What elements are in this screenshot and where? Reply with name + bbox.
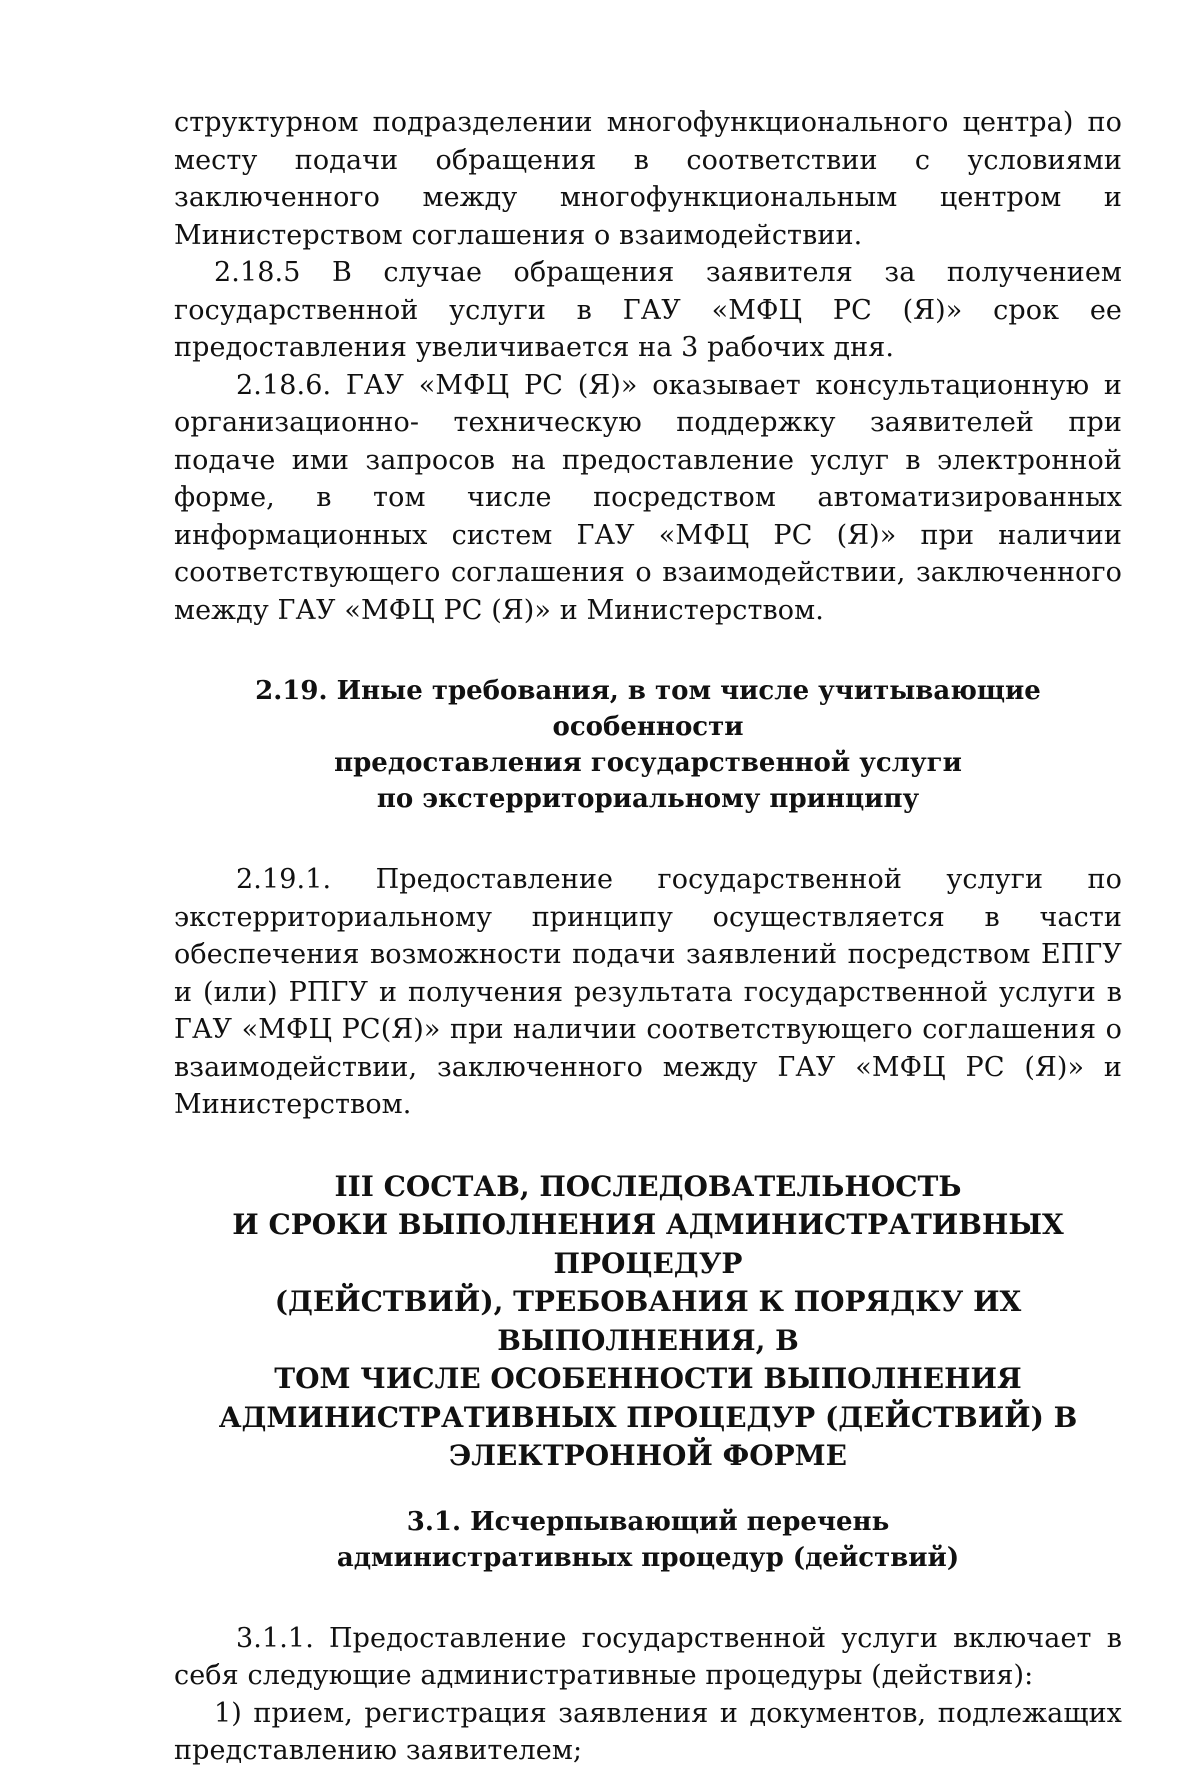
document-page (174, 104, 1122, 1770)
heading-line: III СОСТАВ, ПОСЛЕДОВАТЕЛЬНОСТЬ (334, 1169, 962, 1203)
paragraph-2-18-5: 2.18.5 В случае обращения заявителя за получением государственной услуги в ГАУ «МФЦ РС (Я)» срок ее предоставления увеличивается на 3 рабочих дня. (174, 257, 1122, 363)
section-heading-2-19 (174, 673, 1122, 817)
heading-line: АДМИНИСТРАТИВНЫХ ПРОЦЕДУР (ДЕЙСТВИЙ) В (218, 1400, 1078, 1434)
chapter-heading-3 (174, 1168, 1122, 1476)
heading-line: ЭЛЕКТРОННОЙ ФОРМЕ (449, 1439, 847, 1472)
heading-line: предоставления государственной услуги (334, 748, 962, 778)
heading-line: по экстерриториальному принципу (376, 784, 920, 814)
section-heading-3-1 (174, 1504, 1122, 1576)
heading-line: административных процедур (действий) (336, 1542, 960, 1573)
paragraph-2-19-1: 2.19.1. Предоставление государственной услуги по экстерриториальному принципу осуществляется в части обеспечения возможности подачи заявлений посредством ЕПГУ и (или) РПГУ и получения результата государственной услуги в ГАУ «МФЦ РС(Я)» при наличии соответствующего соглашения о взаимодействии, заключенного между ГАУ «МФЦ РС (Я)» и Министерством. (174, 864, 1122, 1120)
paragraph-2-18-6: 2.18.6. ГАУ «МФЦ РС (Я)» оказывает консультационную и организационно- техническую поддержку заявителей при подаче ими запросов на предоставление услуг в электронной форме, в том числе посредством автоматизированных информационных систем ГАУ «МФЦ РС (Я)» при наличии соответствующего соглашения о взаимодействии, заключенного между ГАУ «МФЦ РС (Я)» и Министерством. (174, 369, 1122, 626)
heading-line: И СРОКИ ВЫПОЛНЕНИЯ АДМИНИСТРАТИВНЫХ ПРОЦЕДУР (232, 1208, 1064, 1280)
paragraph-3-1-1: 3.1.1. Предоставление государственной услуги включает в себя следующие административные процедуры (действия): (174, 1622, 1122, 1691)
paragraph-list-item-1: 1) прием, регистрация заявления и документов, подлежащих представлению заявителем; (174, 1697, 1122, 1766)
paragraph-intro: структурном подразделении многофункционального центра) по месту подачи обращения в соответствии с условиями заключенного между многофункциональным центром и Министерством соглашения о взаимодействии. (174, 107, 1122, 251)
heading-line: (ДЕЙСТВИЙ), ТРЕБОВАНИЯ К ПОРЯДКУ ИХ ВЫПОЛНЕНИЯ, В (274, 1285, 1022, 1357)
heading-line: 3.1. Исчерпывающий перечень (406, 1506, 890, 1537)
heading-line: 2.19. Иные требования, в том числе учитывающие особенности (255, 676, 1041, 742)
heading-line: ТОМ ЧИСЛЕ ОСОБЕННОСТИ ВЫПОЛНЕНИЯ (274, 1362, 1022, 1395)
